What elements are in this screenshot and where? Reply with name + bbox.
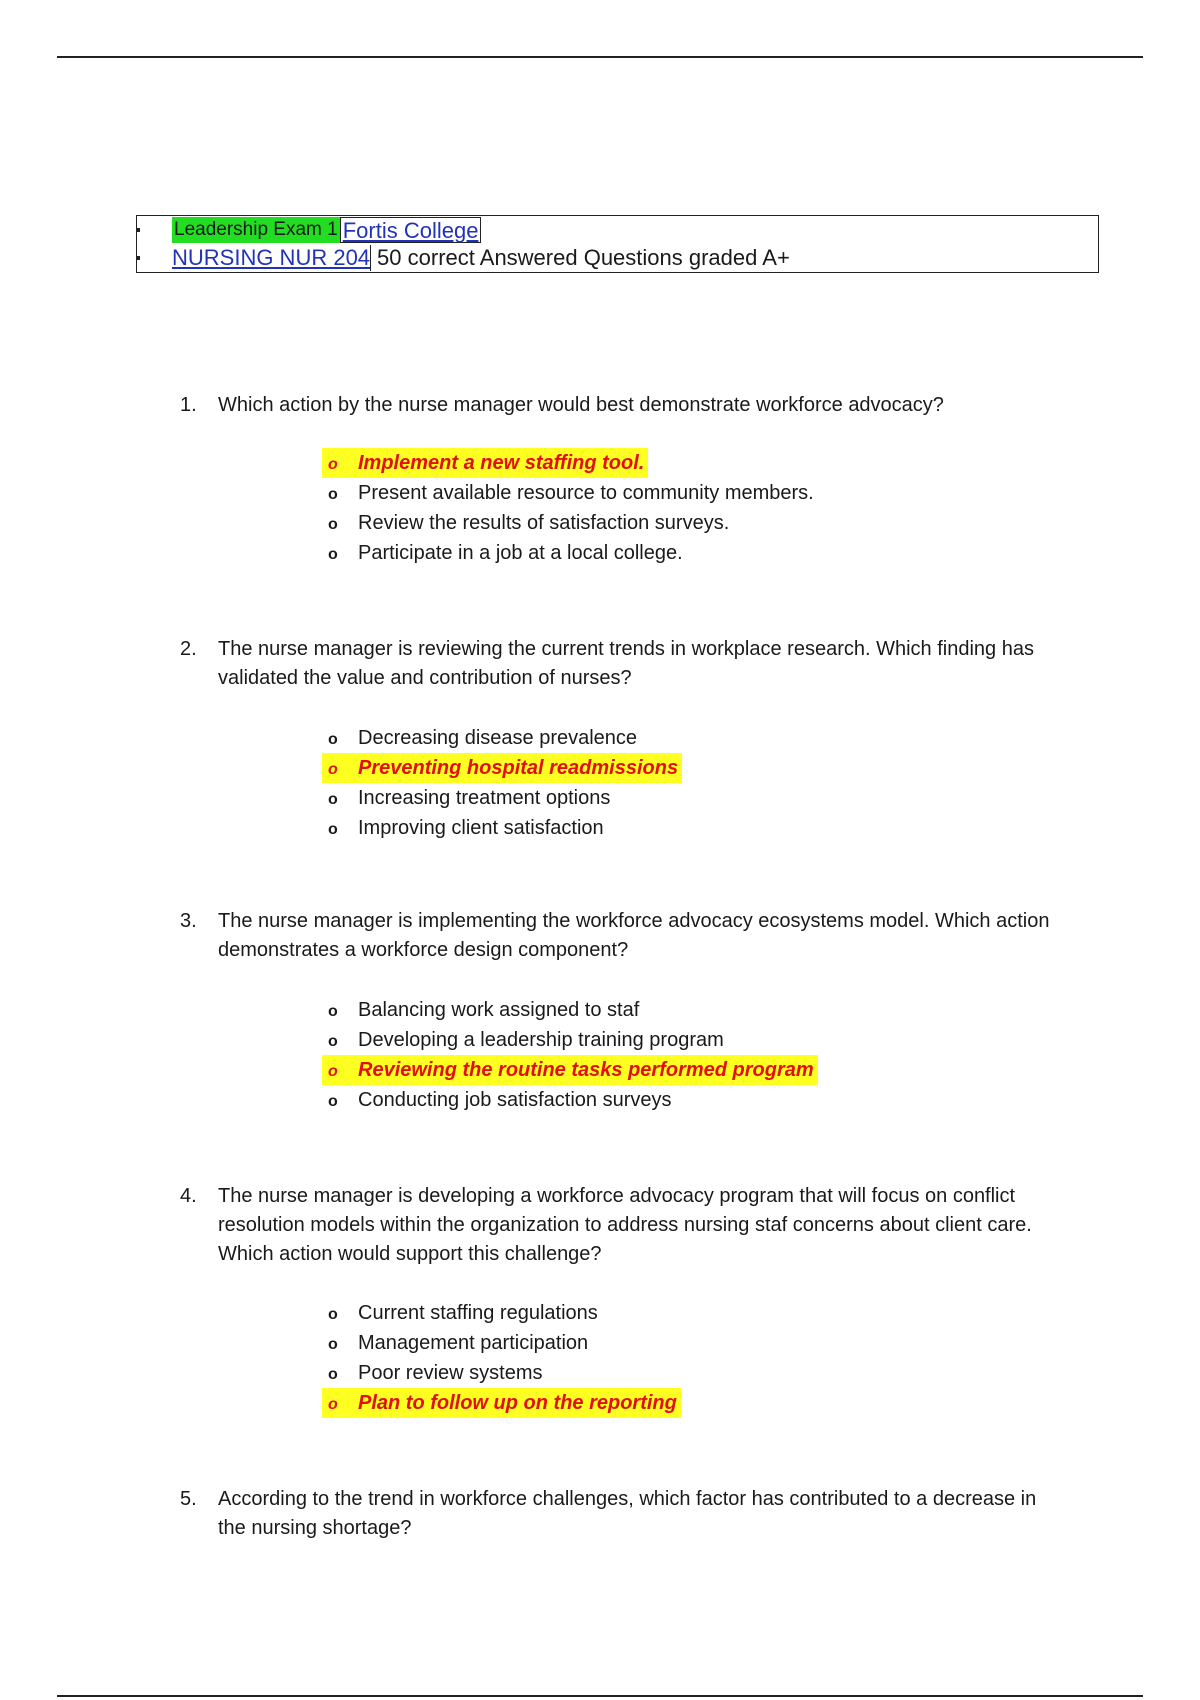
bullet-marker: [137, 256, 140, 260]
school-link[interactable]: Fortis College: [340, 217, 482, 243]
option: o Conducting job satisfaction surveys: [322, 1085, 818, 1115]
option-bullet-icon: o: [328, 1093, 338, 1110]
question-text: According to the trend in workforce challenges, which factor has contributed to a decrease in the nursing shortage?: [218, 1488, 1037, 1539]
question-2: [180, 635, 1060, 693]
options-1: [322, 448, 814, 568]
question-3: [180, 907, 1060, 965]
option: o Improving client satisfaction: [322, 813, 682, 843]
option: o Management participation: [322, 1328, 681, 1358]
question-number: 2.: [180, 638, 197, 660]
option: o Participate in a job at a local college.: [322, 538, 814, 568]
option-bullet-icon: o: [328, 761, 338, 778]
option-correct: o Preventing hospital readmissions: [322, 753, 682, 783]
option-bullet-icon: o: [328, 1063, 338, 1080]
title-box: [136, 215, 1099, 273]
option-bullet-icon: o: [328, 731, 338, 748]
title-line-2: [172, 244, 790, 272]
options-4: [322, 1298, 681, 1418]
option-bullet-icon: o: [328, 1336, 338, 1353]
question-text: The nurse manager is developing a workforce advocacy program that will focus on conflict resolution models within the organization to address nursing staf concerns about client care. Which action would support this challenge?: [218, 1185, 1032, 1265]
option: o Increasing treatment options: [322, 783, 682, 813]
option-bullet-icon: o: [328, 1306, 338, 1323]
bullet-marker: [137, 228, 140, 232]
option-correct: o Plan to follow up on the reporting: [322, 1388, 681, 1418]
option: o Decreasing disease prevalence: [322, 723, 682, 753]
course-link[interactable]: NURSING NUR 204: [172, 245, 371, 270]
question-text: The nurse manager is implementing the workforce advocacy ecosystems model. Which action demonstrates a workforce design component?: [218, 910, 1050, 961]
title-line-1: [172, 216, 481, 244]
question-text: The nurse manager is reviewing the current trends in workplace research. Which finding has validated the value and contribution of nurses?: [218, 638, 1034, 689]
subtitle: 50 correct Answered Questions graded A+: [370, 245, 790, 271]
option: o Review the results of satisfaction surveys.: [322, 508, 814, 538]
question-1: [180, 391, 1060, 420]
option-bullet-icon: o: [328, 1366, 338, 1383]
option-bullet-icon: o: [328, 1396, 338, 1413]
question-number: 3.: [180, 910, 197, 932]
question-number: 4.: [180, 1185, 197, 1207]
option-bullet-icon: o: [328, 456, 338, 473]
option-bullet-icon: o: [328, 1003, 338, 1020]
question-number: 1.: [180, 394, 197, 416]
options-2: [322, 723, 682, 843]
option: o Balancing work assigned to staf: [322, 995, 818, 1025]
question-number: 5.: [180, 1488, 197, 1510]
top-rule: [57, 56, 1143, 58]
options-3: [322, 995, 818, 1115]
option: o Current staffing regulations: [322, 1298, 681, 1328]
option-bullet-icon: o: [328, 546, 338, 563]
option-correct: o Implement a new staffing tool.: [322, 448, 648, 478]
question-5: [180, 1485, 1060, 1543]
option-correct: o Reviewing the routine tasks performed program: [322, 1055, 818, 1085]
option-bullet-icon: o: [328, 1033, 338, 1050]
option: o Poor review systems: [322, 1358, 681, 1388]
option: o Present available resource to community members.: [322, 478, 814, 508]
option-bullet-icon: o: [328, 486, 338, 503]
bottom-rule: [57, 1695, 1143, 1697]
exam-tag: Leadership Exam 1: [172, 217, 340, 243]
question-text: Which action by the nurse manager would best demonstrate workforce advocacy?: [218, 394, 944, 416]
question-4: [180, 1182, 1060, 1269]
option-bullet-icon: o: [328, 791, 338, 808]
option-bullet-icon: o: [328, 516, 338, 533]
option: o Developing a leadership training program: [322, 1025, 818, 1055]
option-bullet-icon: o: [328, 821, 338, 838]
